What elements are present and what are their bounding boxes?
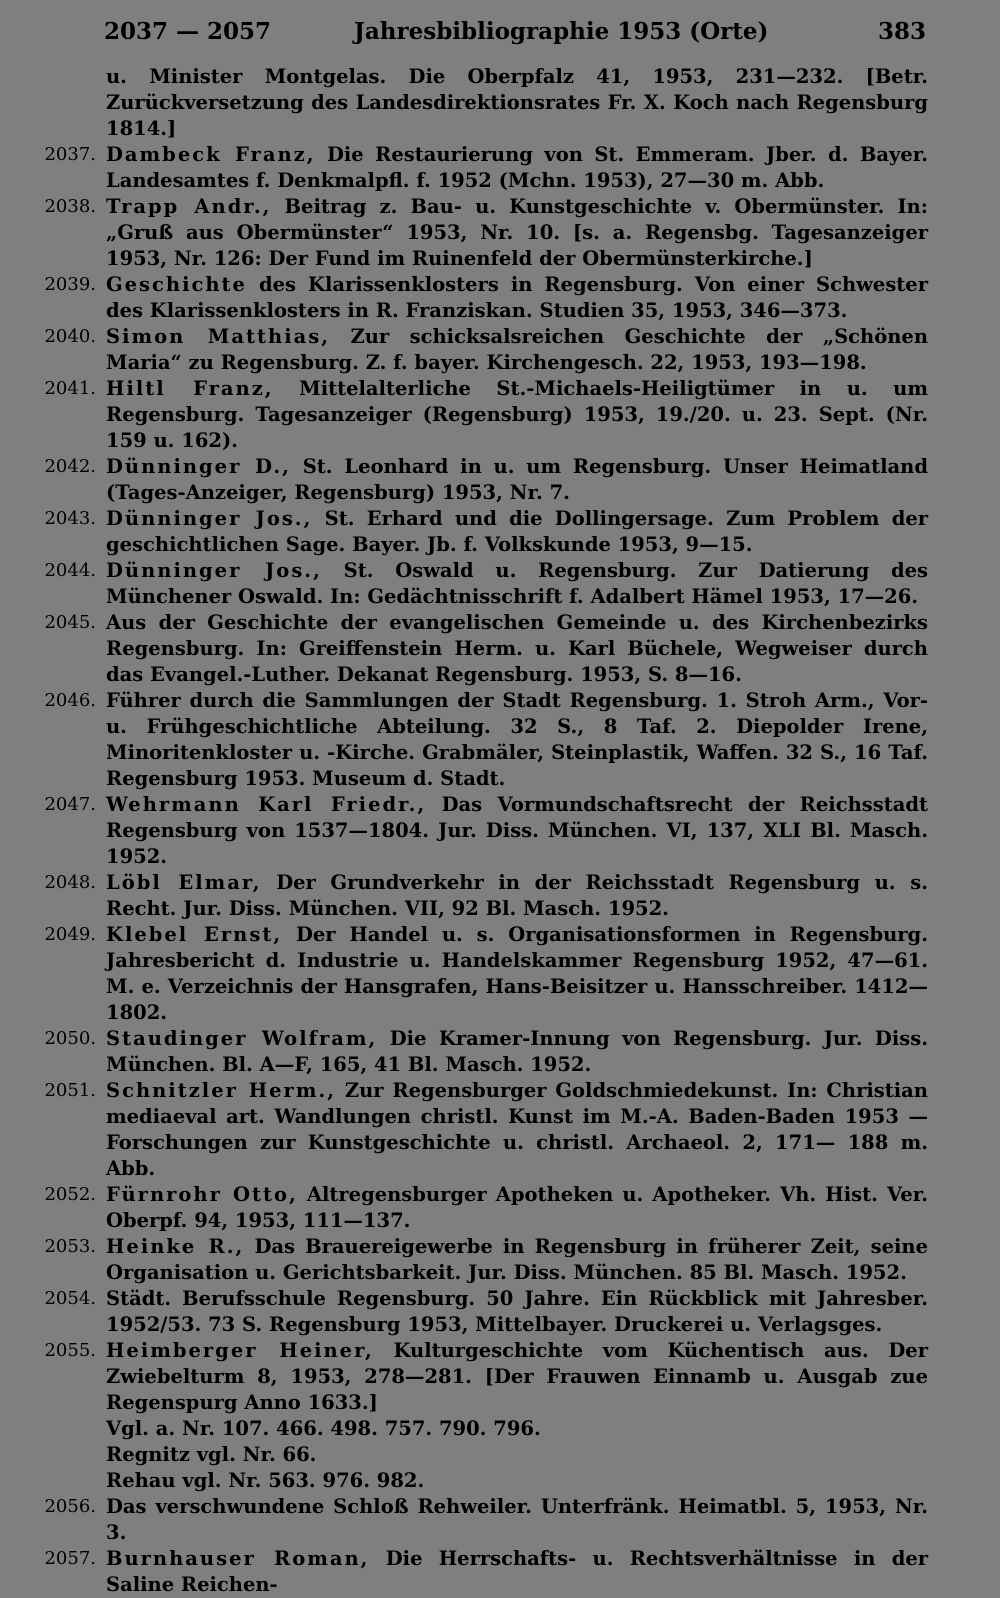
bibliography-entry xyxy=(0,1494,1000,1546)
bibliography-entry xyxy=(0,688,1000,792)
entry-text xyxy=(106,1546,928,1598)
entry-text xyxy=(106,1078,928,1182)
entry-number: 2056. xyxy=(44,1496,96,1517)
entry-number: 2046. xyxy=(44,690,96,711)
entry-number: 2048. xyxy=(44,872,96,893)
bibliography-entry xyxy=(0,1026,1000,1078)
entry-text xyxy=(106,324,928,376)
entry-body: Kulturgeschichte vom Küchentisch aus. Der Zwiebelturm 8, 1953, 278—281. [Der Frauwen Einnamb u. Ausgab zue Regenspurg Anno 1633.] xyxy=(106,1339,928,1414)
bibliography-entry xyxy=(0,272,1000,324)
bibliography-entry xyxy=(0,1182,1000,1234)
entry-body: St. Oswald u. Regensburg. Zur Datierung des Münchener Oswald. In: Gedächtnisschrift f. Adalbert Hämel 1953, 17—26. xyxy=(106,559,928,608)
entry-author: Burnhauser Roman, xyxy=(106,1547,370,1570)
entry-author: Trapp Andr., xyxy=(106,195,272,218)
bibliography-entry xyxy=(0,1416,1000,1442)
bibliography-entry xyxy=(0,870,1000,922)
entry-body: Vgl. a. Nr. 107. 466. 498. 757. 790. 796. xyxy=(106,1417,541,1440)
entry-text xyxy=(106,376,928,454)
entry-number: 2051. xyxy=(44,1080,96,1101)
entry-body: St. Leonhard in u. um Regensburg. Unser Heimatland (Tages-Anzeiger, Regensburg) 1953, Nr. 7. xyxy=(106,455,928,504)
entry-text xyxy=(106,1182,928,1234)
entry-range: 2037 — 2057 xyxy=(104,18,272,45)
page-header xyxy=(104,18,926,52)
entry-author: Löbl Elmar, xyxy=(106,871,262,894)
entry-text xyxy=(106,870,928,922)
entry-number: 2041. xyxy=(44,378,96,399)
entry-number: 2039. xyxy=(44,274,96,295)
entry-author: Schnitzler Herm., xyxy=(106,1079,337,1102)
entry-author: Heinke R., xyxy=(106,1235,245,1258)
entry-text xyxy=(106,506,928,558)
entry-text xyxy=(106,1442,928,1468)
entry-number: 2053. xyxy=(44,1236,96,1257)
bibliography-entry xyxy=(0,558,1000,610)
entry-body: Regnitz vgl. Nr. 66. xyxy=(106,1443,317,1466)
entry-author: Dünninger D., xyxy=(106,455,291,478)
running-title: Jahresbibliographie 1953 (Orte) xyxy=(354,18,769,45)
entry-number: 2045. xyxy=(44,612,96,633)
bibliography-entry xyxy=(0,1078,1000,1182)
entry-number: 2040. xyxy=(44,326,96,347)
entry-author: Dünninger Jos., xyxy=(106,559,322,582)
entry-number: 2037. xyxy=(44,144,96,165)
bibliography-entry xyxy=(0,922,1000,1026)
bibliography-entry xyxy=(0,142,1000,194)
entry-body: Das Vormundschaftsrecht der Reichsstadt Regensburg von 1537—1804. Jur. Diss. München. VI, 137, XLI Bl. Masch. 1952. xyxy=(106,793,928,868)
entry-text xyxy=(106,1234,928,1286)
bibliography-entry xyxy=(0,792,1000,870)
bibliography-entry xyxy=(0,324,1000,376)
entry-text xyxy=(106,454,928,506)
bibliography-entry xyxy=(0,376,1000,454)
entry-author: Wehrmann Karl Friedr., xyxy=(106,793,427,816)
entry-author: Hiltl Franz, xyxy=(106,377,274,400)
entry-text xyxy=(106,688,928,792)
entry-author: Dünninger Jos., xyxy=(106,507,313,530)
entry-number: 2050. xyxy=(44,1028,96,1049)
entry-author: Klebel Ernst, xyxy=(106,923,283,946)
entry-text xyxy=(106,1338,928,1416)
entry-number: 2057. xyxy=(44,1548,96,1569)
entry-number: 2055. xyxy=(44,1340,96,1361)
entry-text xyxy=(106,1026,928,1078)
entry-text xyxy=(106,922,928,1026)
entry-body: Die Herrschafts- u. Rechtsverhältnisse in der Saline Reichen- xyxy=(106,1547,929,1596)
entry-body: des Klarissenklosters in Regensburg. Von einer Schwester des Klarissenklosters in R. Franziskan. Studien 35, 1953, 346—373. xyxy=(106,273,928,322)
entry-body: Die Restaurierung von St. Emmeram. Jber. d. Bayer. Landesamtes f. Denkmalpfl. f. 1952 (Mchn. 1953), 27—30 m. Abb. xyxy=(106,143,928,192)
entry-author: Simon Matthias, xyxy=(106,325,331,348)
bibliography-entry xyxy=(0,1442,1000,1468)
entry-author: Fürnrohr Otto, xyxy=(106,1183,298,1206)
entry-body: Das verschwundene Schloß Rehweiler. Unterfränk. Heimatbl. 5, 1953, Nr. 3. xyxy=(106,1495,928,1544)
entry-number: 2049. xyxy=(44,924,96,945)
entry-text xyxy=(106,194,928,272)
entry-author: Geschichte xyxy=(106,273,247,296)
entry-body: Mittelalterliche St.-Michaels-Heiligtümer in u. um Regensburg. Tagesanzeiger (Regensburg) 1953, 19./20. u. 23. Sept. (Nr. 159 u. 162). xyxy=(106,377,928,452)
entry-number: 2042. xyxy=(44,456,96,477)
entry-text xyxy=(106,142,928,194)
bibliography-entry xyxy=(0,1546,1000,1598)
entry-text xyxy=(106,1494,928,1546)
entry-body: St. Erhard und die Dollingersage. Zum Problem der geschichtlichen Sage. Bayer. Jb. f. Volkskunde 1953, 9—15. xyxy=(106,507,929,556)
entry-text xyxy=(106,1468,928,1494)
bibliography-entry xyxy=(0,610,1000,688)
entry-body: Der Grundverkehr in der Reichsstadt Regensburg u. s. Recht. Jur. Diss. München. VII, 92 Bl. Masch. 1952. xyxy=(106,871,928,920)
bibliography-entry xyxy=(0,194,1000,272)
entry-text xyxy=(106,1286,928,1338)
entry-body: Die Kramer-Innung von Regensburg. Jur. Diss. München. Bl. A—F, 165, 41 Bl. Masch. 1952. xyxy=(106,1027,928,1076)
entry-body: Rehau vgl. Nr. 563. 976. 982. xyxy=(106,1469,425,1492)
bibliography-list xyxy=(0,64,1000,1598)
entry-body: Beitrag z. Bau- u. Kunstgeschichte v. Obermünster. In: „Gruß aus Obermünster“ 1953, Nr. 10. [s. a. Regensbg. Tagesanzeiger 1953, Nr. 126: Der Fund im Ruinenfeld der Obermünsterkirche.] xyxy=(106,195,928,270)
entry-number: 2047. xyxy=(44,794,96,815)
entry-text xyxy=(106,610,928,688)
entry-body: Aus der Geschichte der evangelischen Gemeinde u. des Kirchenbezirks Regensburg. In: Greiffenstein Herm. u. Karl Büchele, Wegweiser durch das Evangel.-Luther. Dekanat Regensburg. 1953, S. 8—16. xyxy=(106,611,928,686)
entry-author: Dambeck Franz, xyxy=(106,143,316,166)
bibliography-entry xyxy=(0,1286,1000,1338)
entry-text xyxy=(106,64,928,142)
bibliography-entry xyxy=(0,506,1000,558)
bibliography-entry xyxy=(0,454,1000,506)
entry-body: Zur Regensburger Goldschmiedekunst. In: Christian mediaeval art. Wandlungen christl. Kunst im M.-A. Baden-Baden 1953 — Forschungen zur Kunstgeschichte u. christl. Archaeol. 2, 171— 188 m. Abb. xyxy=(106,1079,928,1180)
bibliography-entry xyxy=(0,1468,1000,1494)
bibliography-entry xyxy=(0,1338,1000,1416)
entry-body: u. Minister Montgelas. Die Oberpfalz 41, 1953, 231—232. [Betr. Zurückversetzung des Landesdirektionsrates Fr. X. Koch nach Regensburg 1814.] xyxy=(106,65,928,140)
entry-text xyxy=(106,792,928,870)
bibliography-entry xyxy=(0,64,1000,142)
entry-text xyxy=(106,558,928,610)
entry-body: Zur schicksalsreichen Geschichte der „Schönen Maria“ zu Regensburg. Z. f. bayer. Kirchengesch. 22, 1953, 193—198. xyxy=(106,325,928,374)
entry-body: Städt. Berufsschule Regensburg. 50 Jahre. Ein Rückblick mit Jahresber. 1952/53. 73 S. Regensburg 1953, Mittelbayer. Druckerei u. Verlagsges. xyxy=(106,1287,928,1336)
entry-body: Das Brauereigewerbe in Regensburg in früherer Zeit, seine Organisation u. Gerichtsbarkeit. Jur. Diss. München. 85 Bl. Masch. 1952. xyxy=(106,1235,928,1284)
entry-number: 2038. xyxy=(44,196,96,217)
entry-number: 2044. xyxy=(44,560,96,581)
entry-author: Staudinger Wolfram, xyxy=(106,1027,378,1050)
page-number: 383 xyxy=(877,18,926,45)
entry-body: Führer durch die Sammlungen der Stadt Regensburg. 1. Stroh Arm., Vor- u. Frühgeschichtliche Abteilung. 32 S., 8 Taf. 2. Diepolder Irene, Minoritenkloster u. -Kirche. Grabmäler, Steinplastik, Waffen. 32 S., 16 Taf. Regensburg 1953. Museum d. Stadt. xyxy=(106,689,928,790)
entry-text xyxy=(106,272,928,324)
entry-number: 2052. xyxy=(44,1184,96,1205)
entry-number: 2043. xyxy=(44,508,96,529)
bibliography-entry xyxy=(0,1234,1000,1286)
entry-author: Heimberger Heiner, xyxy=(106,1339,374,1362)
entry-body: Der Handel u. s. Organisationsformen in Regensburg. Jahresbericht d. Industrie u. Handelskammer Regensburg 1952, 47—61. M. e. Verzeichnis der Hansgrafen, Hans-Beisitzer u. Hansschreiber. 1412—1802. xyxy=(106,923,928,1024)
entry-text xyxy=(106,1416,928,1442)
entry-body: Altregensburger Apotheken u. Apotheker. Vh. Hist. Ver. Oberpf. 94, 1953, 111—137. xyxy=(106,1183,928,1232)
entry-number: 2054. xyxy=(44,1288,96,1309)
